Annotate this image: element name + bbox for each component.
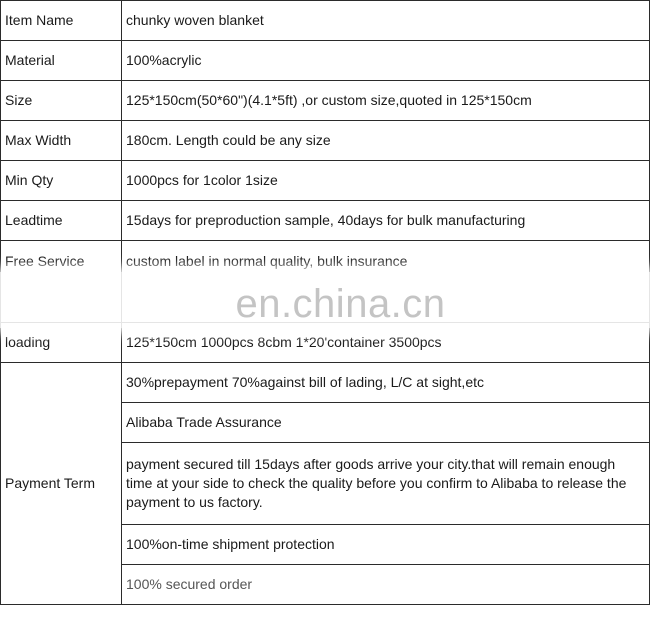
min-qty-label: Min Qty	[1, 161, 122, 201]
size-label: Size	[1, 81, 122, 121]
item-name-label: Item Name	[1, 1, 122, 41]
table-row	[1, 121, 650, 161]
free-service-value: custom label in normal quality, bulk insurance	[122, 241, 650, 323]
loading-label: loading	[1, 323, 122, 363]
loading-value: 125*150cm 1000pcs 8cbm 1*20'container 3500pcs	[122, 323, 650, 363]
min-qty-value: 1000pcs for 1color 1size	[122, 161, 650, 201]
leadtime-label: Leadtime	[1, 201, 122, 241]
table-row	[1, 323, 650, 363]
payment-term-item: 100%on-time shipment protection	[122, 525, 650, 565]
max-width-label: Max Width	[1, 121, 122, 161]
payment-term-label: Payment Term	[1, 363, 122, 605]
payment-term-item: payment secured till 15days after goods arrive your city.that will remain enough time at your side to check the quality before you confirm to Alibaba to release the payment to us factory.	[122, 443, 650, 525]
table-row	[1, 201, 650, 241]
material-label: Material	[1, 41, 122, 81]
leadtime-value: 15days for preproduction sample, 40days for bulk manufacturing	[122, 201, 650, 241]
table-row	[1, 161, 650, 201]
item-name-value: chunky woven blanket	[122, 1, 650, 41]
table-row	[1, 41, 650, 81]
max-width-value: 180cm. Length could be any size	[122, 121, 650, 161]
size-value: 125*150cm(50*60")(4.1*5ft) ,or custom size,quoted in 125*150cm	[122, 81, 650, 121]
material-value: 100%acrylic	[122, 41, 650, 81]
payment-term-item: 30%prepayment 70%against bill of lading, L/C at sight,etc	[122, 363, 650, 403]
free-service-label: Free Service	[1, 241, 122, 323]
table-row	[1, 363, 650, 403]
table-row	[1, 81, 650, 121]
payment-term-item: 100% secured order	[122, 565, 650, 605]
table-row	[1, 1, 650, 41]
payment-term-item: Alibaba Trade Assurance	[122, 403, 650, 443]
watermark: en.china.cn	[235, 282, 446, 326]
